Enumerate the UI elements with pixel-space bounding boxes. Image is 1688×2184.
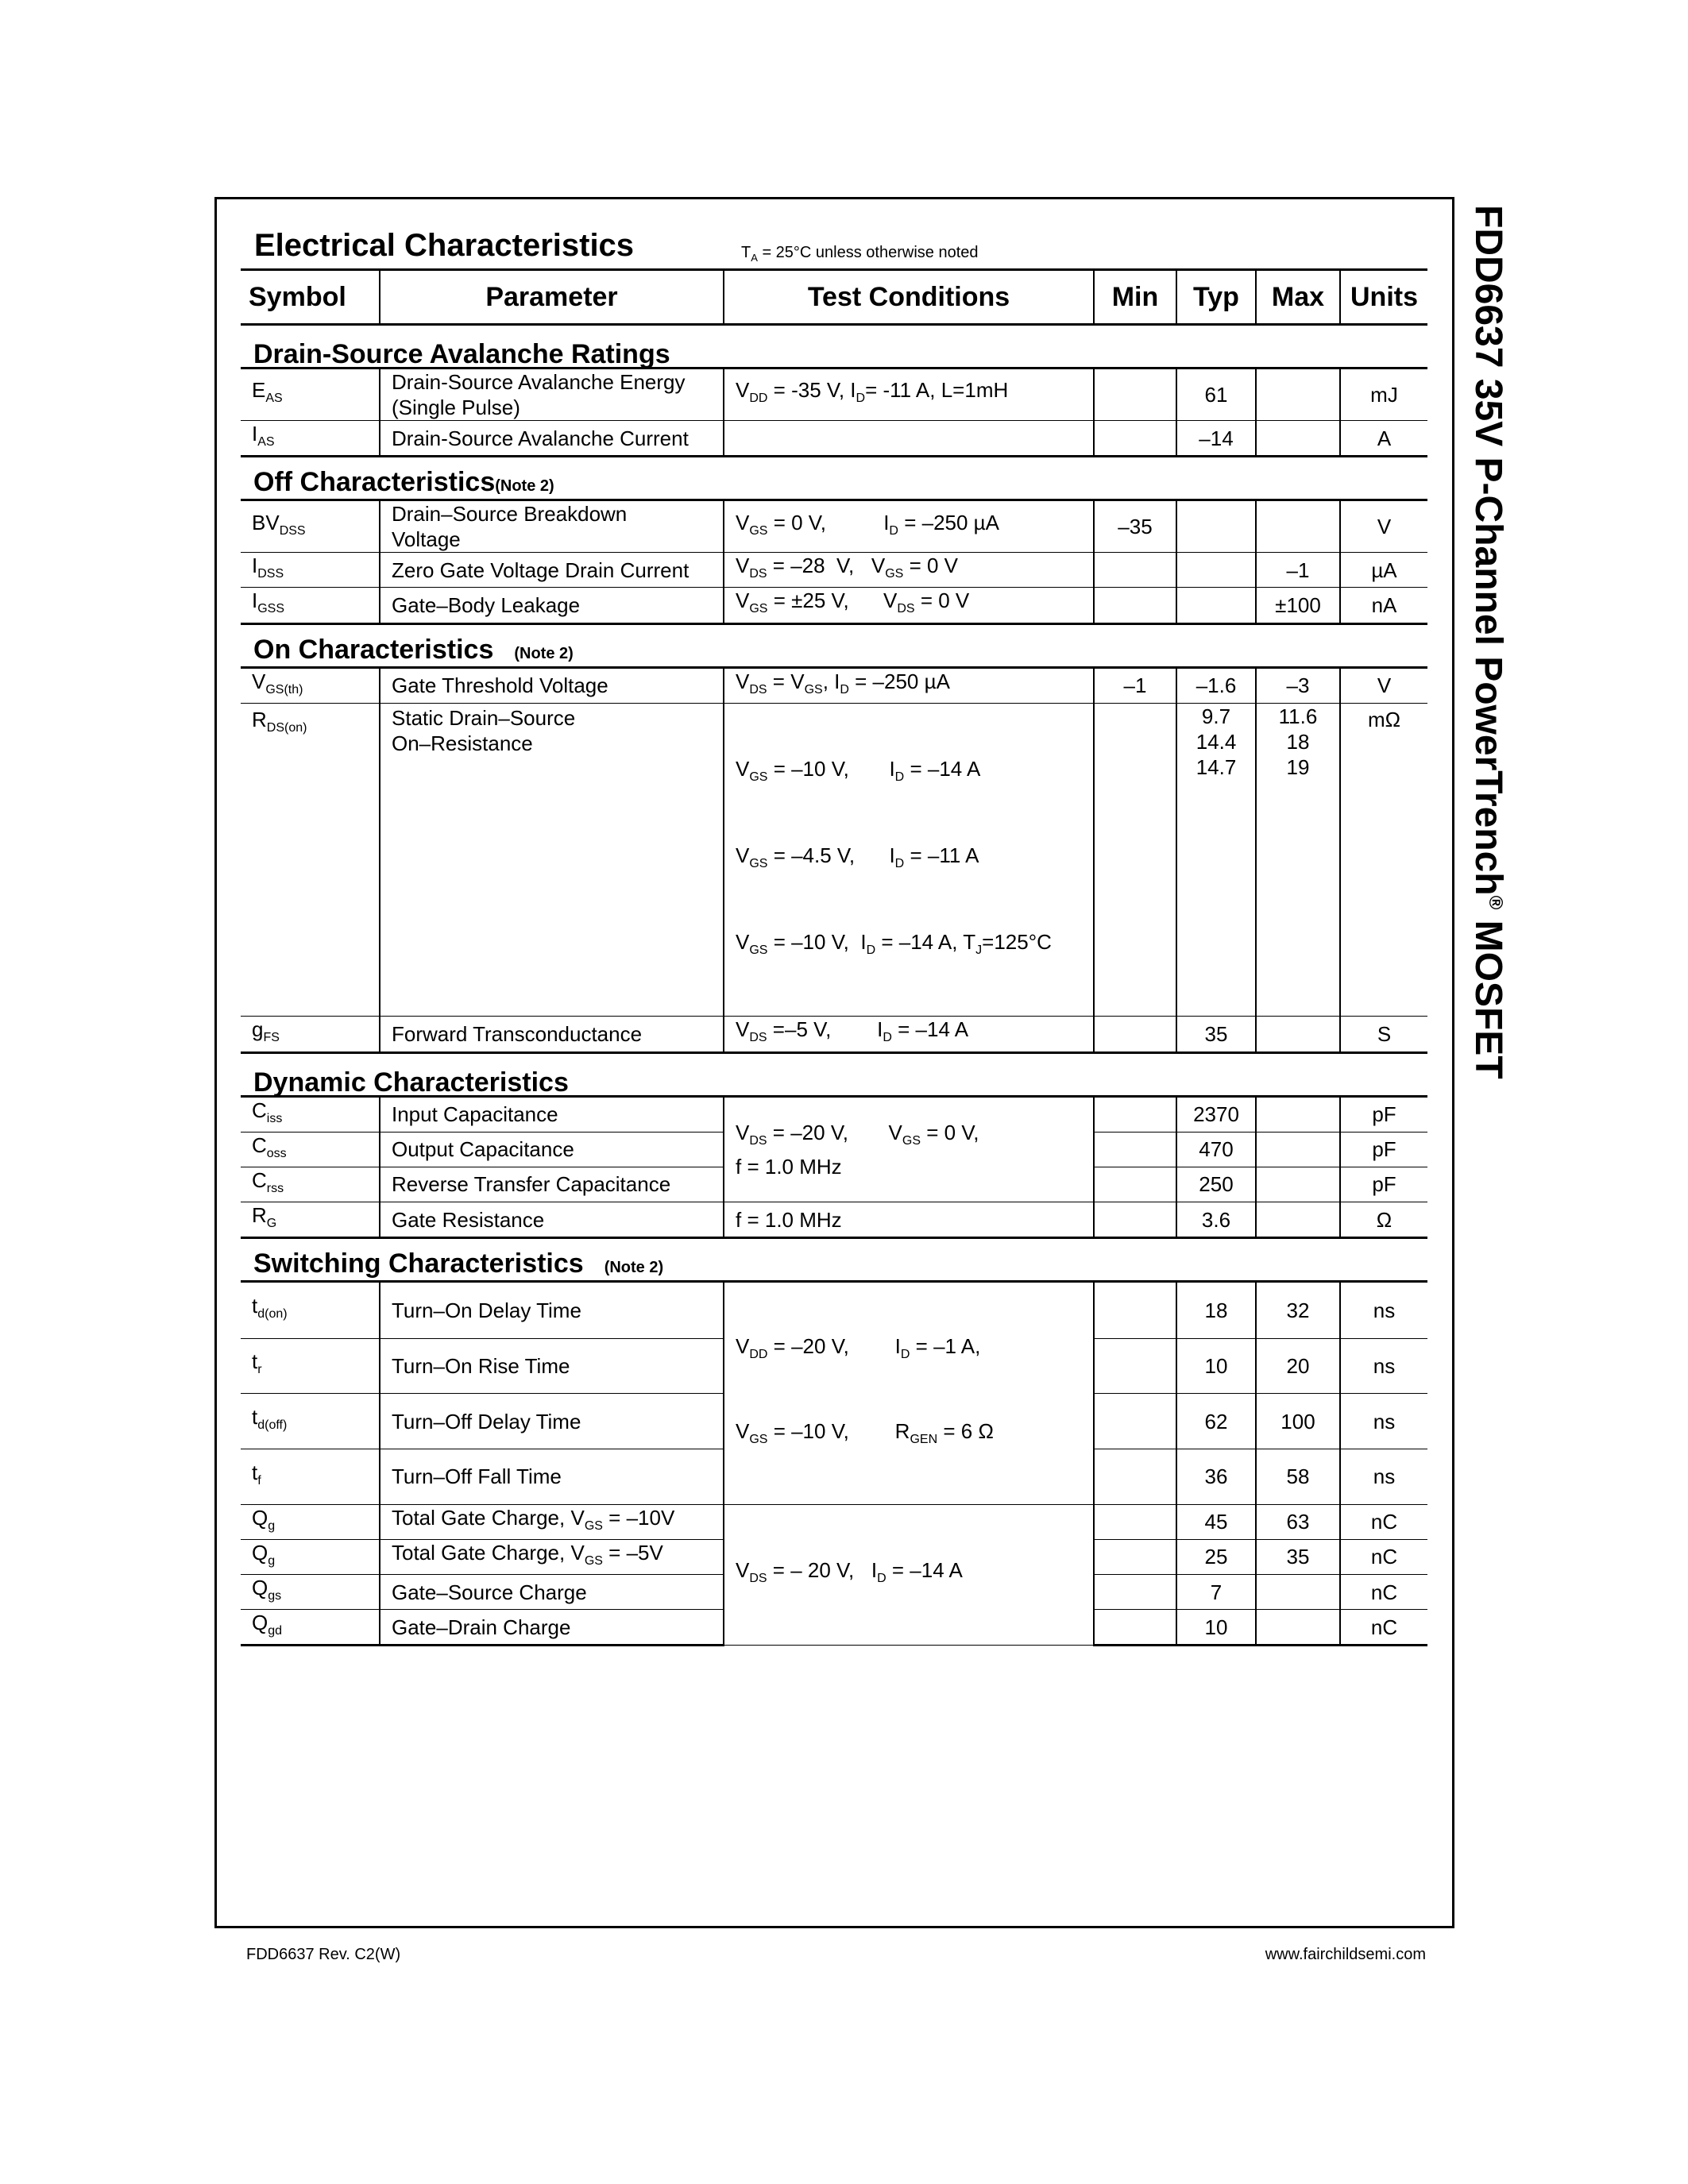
table-cell: 58 (1256, 1449, 1340, 1504)
table-cell (1094, 1017, 1176, 1052)
table-cell: Turn–On Delay Time (380, 1282, 724, 1338)
table-cell (1256, 369, 1340, 421)
table-cell: Drain–Source Breakdown Voltage (380, 500, 724, 553)
section-on (241, 623, 1427, 667)
table-cell (1094, 588, 1176, 623)
table-cell: 7 (1176, 1575, 1256, 1610)
capacitance-conditions: $V_{DS} = -20$ V, $V_{GS} = 0$ V, f = 1.0 MHz (724, 1096, 1094, 1202)
col-typ: Typ (1176, 270, 1256, 325)
table-cell: –14 (1176, 421, 1256, 457)
conditions-note: $T_A = 25^\circ C$ unless otherwise noted (741, 244, 979, 264)
table-cell: Gate Resistance (380, 1202, 724, 1238)
table-cell: Gate–Source Charge (380, 1575, 724, 1610)
table-cell (1094, 421, 1176, 457)
table-row (241, 1504, 1427, 1539)
table-cell: mJ (1340, 369, 1427, 421)
table-cell: –1 (1256, 553, 1340, 588)
table-cell: Turn–On Rise Time (380, 1338, 724, 1394)
table-cell: ns (1340, 1282, 1427, 1338)
table-cell: $Q_g$ (241, 1504, 380, 1539)
table-cell: $BV_{DSS}$ (241, 500, 380, 553)
table-cell: f = 1.0 MHz (724, 1202, 1094, 1238)
col-parameter: Parameter (380, 270, 724, 325)
table-cell: Input Capacitance (380, 1096, 724, 1132)
table-cell: 45 (1176, 1504, 1256, 1539)
table-cell (1256, 1575, 1340, 1610)
table-cell: nC (1340, 1504, 1427, 1539)
side-title-suffix: MOSFET (1467, 909, 1509, 1079)
table-cell (1094, 369, 1176, 421)
table-cell: 18 (1176, 1282, 1256, 1338)
table-cell: 63 (1256, 1504, 1340, 1539)
table-cell: $R_G$ (241, 1202, 380, 1238)
table-cell: –1.6 (1176, 667, 1256, 703)
table-cell: A (1340, 421, 1427, 457)
table-cell: mΩ (1340, 703, 1427, 1017)
table-cell (1094, 703, 1176, 1017)
table-cell (1176, 500, 1256, 553)
table-cell: 250 (1176, 1167, 1256, 1202)
table-cell: 10 (1176, 1338, 1256, 1394)
table-row (241, 1282, 1427, 1338)
table-cell: –35 (1094, 500, 1176, 553)
conditions-cell: $V_{DD} = -35$ V, $I_D= -11$ A, L=1mH (724, 369, 1094, 421)
col-min: Min (1094, 270, 1176, 325)
parameter-cell: Drain-Source Avalanche Energy (Single Pulse) (380, 369, 724, 421)
table-cell: $I_{GSS}$ (241, 588, 380, 623)
table-cell: Dynamic Characteristics (241, 1052, 1427, 1096)
characteristics-table (241, 268, 1427, 1646)
table-cell: Forward Transconductance (380, 1017, 724, 1052)
table-cell: $Q_{gd}$ (241, 1610, 380, 1646)
table-cell: 20 (1256, 1338, 1340, 1394)
table-cell (1256, 1167, 1340, 1202)
table-row (241, 421, 1427, 457)
table-cell: nC (1340, 1575, 1427, 1610)
table-cell: 35 (1176, 1017, 1256, 1052)
table-row (241, 1017, 1427, 1052)
table-cell: $C_{rss}$ (241, 1167, 380, 1202)
table-cell: 32 (1256, 1282, 1340, 1338)
table-cell (1256, 421, 1340, 457)
table-cell: 25 (1176, 1539, 1256, 1574)
table-cell: ±100 (1256, 588, 1340, 623)
table-cell: Zero Gate Voltage Drain Current (380, 553, 724, 588)
table-row (241, 500, 1427, 553)
table-cell: ns (1340, 1449, 1427, 1504)
table-row (241, 667, 1427, 703)
table-cell (724, 421, 1094, 457)
table-cell: Gate–Drain Charge (380, 1610, 724, 1646)
table-cell: nA (1340, 588, 1427, 623)
table-cell (1256, 1132, 1340, 1167)
table-cell (1256, 500, 1340, 553)
table-row (241, 588, 1427, 623)
table-cell: 9.7 14.4 14.7 (1176, 703, 1256, 1017)
section-off (241, 457, 1427, 500)
table-cell: $V_{GS(th)}$ (241, 667, 380, 703)
table-cell: Total Gate Charge, $V_{GS} = -10V$ (380, 1504, 724, 1539)
table-cell: Switching Characteristics (Note 2) (241, 1238, 1427, 1282)
section-switching (241, 1238, 1427, 1282)
table-cell (1094, 1096, 1176, 1132)
table-cell: Drain-Source Avalanche Ratings (241, 325, 1427, 369)
table-cell (1094, 1504, 1176, 1539)
table-cell (1094, 1610, 1176, 1646)
table-cell: $Q_{gs}$ (241, 1575, 380, 1610)
table-cell: pF (1340, 1096, 1427, 1132)
table-cell (1094, 1449, 1176, 1504)
table-cell: Ω (1340, 1202, 1427, 1238)
table-cell: µA (1340, 553, 1427, 588)
table-cell: 61 (1176, 369, 1256, 421)
table-cell: Total Gate Charge, $V_{GS} = -5V$ (380, 1539, 724, 1574)
table-cell (1094, 1282, 1176, 1338)
table-cell: Gate Threshold Voltage (380, 667, 724, 703)
table-cell (1256, 1202, 1340, 1238)
side-title-main: FDD6637 35V P-Channel PowerTrench (1467, 205, 1509, 896)
section-dynamic (241, 1052, 1427, 1096)
table-cell: $t_f$ (241, 1449, 380, 1504)
header-row (241, 270, 1427, 325)
section-avalanche (241, 325, 1427, 369)
table-cell: $R_{DS(on)}$ (241, 703, 380, 1017)
footer-website: www.fairchildsemi.com (1265, 1946, 1426, 1963)
table-cell (1094, 1202, 1176, 1238)
table-cell: Static Drain–Source On–Resistance (380, 703, 724, 1017)
table-cell: $V_{DS} = V_{GS}$, $I_D = -250$ µA (724, 667, 1094, 703)
table-cell (1094, 1575, 1176, 1610)
table-cell: $I_{DSS}$ (241, 553, 380, 588)
table-cell: nC (1340, 1610, 1427, 1646)
table-cell: Turn–Off Delay Time (380, 1394, 724, 1449)
table-cell (1094, 1167, 1176, 1202)
table-cell: –1 (1094, 667, 1176, 703)
footer-revision: FDD6637 Rev. C2(W) (246, 1946, 401, 1963)
table-cell: V (1340, 500, 1427, 553)
table-cell: 3.6 (1176, 1202, 1256, 1238)
table-cell (1094, 1132, 1176, 1167)
table-cell: pF (1340, 1167, 1427, 1202)
col-symbol: Symbol (241, 270, 380, 325)
table-cell (1176, 553, 1256, 588)
table-cell: –3 (1256, 667, 1340, 703)
table-cell: $Q_g$ (241, 1539, 380, 1574)
table-row (241, 369, 1427, 421)
charge-conditions: $V_{DS}$ = – 20 V, $I_D = -14$ A (724, 1504, 1094, 1646)
table-cell: Drain-Source Avalanche Current (380, 421, 724, 457)
table-cell (1094, 553, 1176, 588)
table-cell (1094, 1539, 1176, 1574)
table-row (241, 703, 1427, 1017)
registered-mark: ® (1485, 895, 1506, 910)
switching-conditions: $V_{DD} = -20$ V, $I_D = -1$ A, $V_{GS} = -10$ V, $R_{GEN} = 6$ Ω (724, 1282, 1094, 1504)
table-cell: $I_{AS}$ (241, 421, 380, 457)
table-cell: $t_r$ (241, 1338, 380, 1394)
table-cell (1256, 1096, 1340, 1132)
table-cell: pF (1340, 1132, 1427, 1167)
table-cell: 100 (1256, 1394, 1340, 1449)
table-cell: $V_{GS} = -10$ V, $I_D = -14$ A $V_{GS} = -4.5$ V, $I_D = -11$ A $V_{GS} = -10$ V, $I_D = -14$ A, $T_J=125^\circ C$ (724, 703, 1094, 1017)
table-cell (1176, 588, 1256, 623)
table-cell: Output Capacitance (380, 1132, 724, 1167)
table-cell: nC (1340, 1539, 1427, 1574)
table-row (241, 1202, 1427, 1238)
side-title (1467, 205, 1525, 1094)
table-cell: On Characteristics (Note 2) (241, 623, 1427, 667)
table-row (241, 553, 1427, 588)
table-cell (1256, 1017, 1340, 1052)
table-cell: Reverse Transfer Capacitance (380, 1167, 724, 1202)
table-row (241, 1096, 1427, 1132)
table-cell: $V_{GS} = 0$ V, $I_D = -250$ µA (724, 500, 1094, 553)
table-cell: ns (1340, 1394, 1427, 1449)
table-cell: 35 (1256, 1539, 1340, 1574)
col-units: Units (1340, 270, 1427, 325)
table-cell (1094, 1338, 1176, 1394)
col-max: Max (1256, 270, 1340, 325)
table-cell: $V_{GS} = \pm 25$ V, $V_{DS} = 0$ V (724, 588, 1094, 623)
table-cell: S (1340, 1017, 1427, 1052)
symbol-cell: $E_{AS}$ (241, 369, 380, 421)
col-test-conditions: Test Conditions (724, 270, 1094, 325)
table-cell: $V_{DS} = -28$ V, $V_{GS} = 0$ V (724, 553, 1094, 588)
table-cell: $C_{oss}$ (241, 1132, 380, 1167)
table-cell: Off Characteristics(Note 2) (241, 457, 1427, 500)
table-cell: 36 (1176, 1449, 1256, 1504)
table-cell: 10 (1176, 1610, 1256, 1646)
table-cell (1094, 1394, 1176, 1449)
table-cell: V (1340, 667, 1427, 703)
table-cell: $C_{iss}$ (241, 1096, 380, 1132)
table-cell: 11.6 18 19 (1256, 703, 1340, 1017)
table-cell: $V_{DS} =-5$ V, $I_D = -14$ A (724, 1017, 1094, 1052)
table-cell: 62 (1176, 1394, 1256, 1449)
table-cell: 470 (1176, 1132, 1256, 1167)
table-cell: $t_{d(on)}$ (241, 1282, 380, 1338)
table-cell: ns (1340, 1338, 1427, 1394)
table-cell: 2370 (1176, 1096, 1256, 1132)
table-cell: Gate–Body Leakage (380, 588, 724, 623)
table-cell: $t_{d(off)}$ (241, 1394, 380, 1449)
table-cell: $g_{FS}$ (241, 1017, 380, 1052)
section-heading: Electrical Characteristics (254, 228, 635, 263)
table-cell: Turn–Off Fall Time (380, 1449, 724, 1504)
table-cell (1256, 1610, 1340, 1646)
